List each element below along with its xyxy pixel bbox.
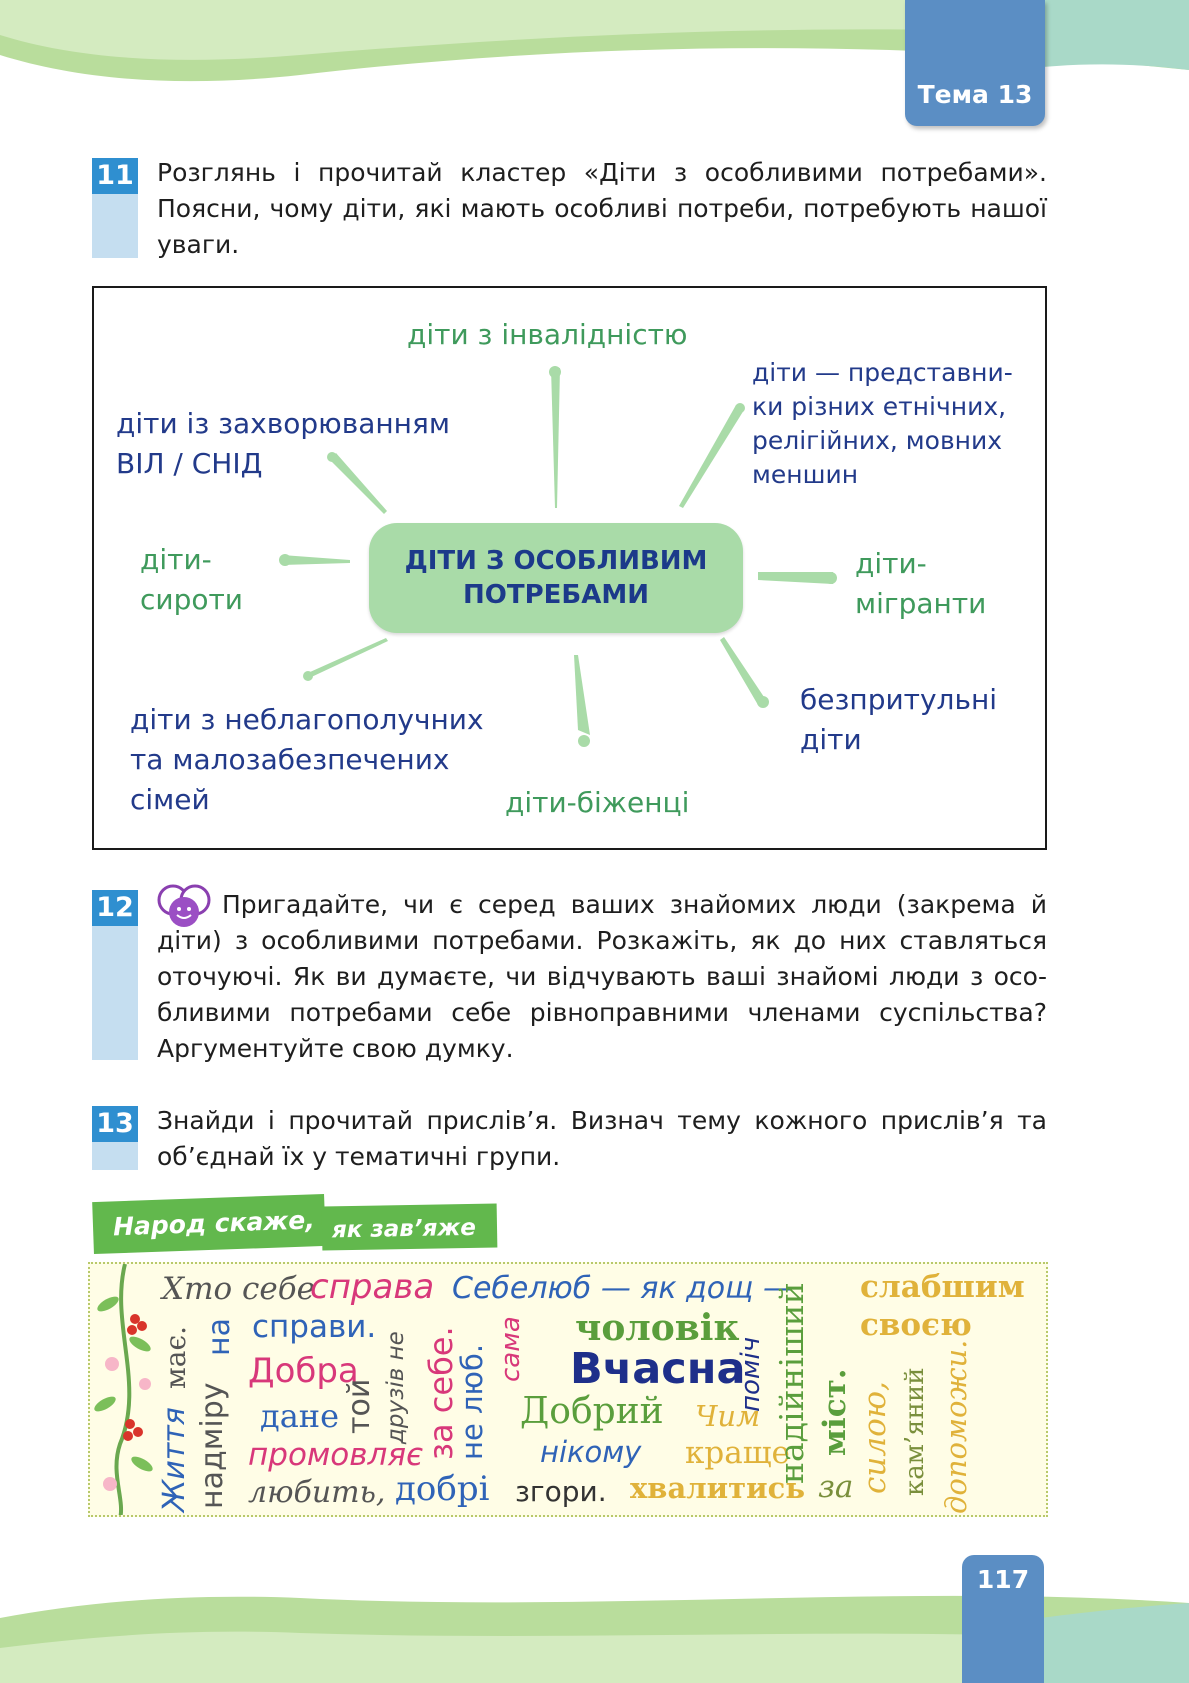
cluster-bottom-left-line: діти з неблагополучних — [130, 703, 484, 736]
proverb-word-cloud — [88, 1262, 1048, 1517]
cluster-top: діти з інвалідністю — [407, 318, 688, 351]
proverb-word: слабшим — [860, 1269, 1025, 1305]
proverb-word: за себе. — [422, 1326, 460, 1460]
cluster-bottom-left-line: та малозабезпечених — [130, 743, 450, 776]
proverb-word: своєю — [860, 1307, 972, 1343]
proverb-word: Добра — [248, 1351, 359, 1391]
rowan-branch-icon — [90, 1264, 160, 1517]
proverb-word: чоловік — [575, 1307, 740, 1349]
proverb-word: сама — [496, 1316, 526, 1382]
cluster-top-right-line: релігійних, мовних — [752, 426, 1003, 455]
proverb-word: дане — [260, 1397, 340, 1435]
cluster-center — [369, 523, 743, 633]
cluster-left-line: діти- — [140, 543, 212, 576]
proverb-word: промовляє — [248, 1437, 424, 1473]
cluster-bottom-right-line: діти — [800, 723, 862, 756]
proverb-word: краще — [685, 1435, 790, 1471]
proverb-word: згори. — [515, 1475, 607, 1508]
cluster-bottom-left-line: сімей — [130, 783, 210, 816]
proverb-word: кам’яний — [900, 1367, 930, 1496]
cluster-top-right — [752, 356, 1013, 492]
proverb-word: нікому — [540, 1435, 642, 1469]
task-13-text: Знайди і прочитай прислів’я. Визнач тему кожного прислів’я та об’єднай їх у тематичні групи. — [157, 1106, 1047, 1171]
cluster-top-left-line: діти із захворюванням — [116, 407, 450, 440]
task-12-number: 12 — [92, 890, 138, 926]
proverb-word: Вчасна — [570, 1344, 746, 1394]
proverb-word: на — [202, 1318, 237, 1356]
proverb-word: той — [342, 1378, 377, 1434]
proverb-word: Хто себе — [162, 1271, 315, 1307]
topic-label: Тема 13 — [917, 80, 1033, 109]
cluster-top-left — [116, 404, 450, 484]
task-13-number: 13 — [92, 1106, 138, 1142]
proverb-banner-part2: як зав’яже — [322, 1203, 498, 1250]
proverb-word: надійніший — [772, 1282, 811, 1484]
task-12-text: Пригадайте, чи є серед ваших знайомих люди (закрема й діти) з особливими потребами. Розкажіть, як до них ставляться оточуючі. Як ви думаєте, чи відчувають ваші знайомі люди з особливими потребами себе рівноправними членами суспільства? Аргументуйте свою думку. — [157, 890, 1047, 1063]
cluster-top-left-line: ВІЛ / СНІД — [116, 447, 263, 480]
task-11-number: 11 — [92, 158, 138, 194]
cluster-right — [855, 544, 986, 624]
cluster-right-line: мігранти — [855, 587, 987, 620]
proverb-word: за — [818, 1469, 854, 1505]
cluster-left-line: сироти — [140, 583, 244, 616]
cluster-bottom-right-line: безпритульні — [800, 683, 998, 716]
proverb-word: любить, — [248, 1475, 386, 1510]
proverb-word: хвалитись — [630, 1471, 806, 1505]
cluster-bottom-left — [130, 700, 484, 820]
page-number-tab — [962, 1555, 1044, 1683]
cluster-bottom-right — [800, 680, 997, 760]
cluster-center-label: ДІТИ З ОСОБЛИВИМ ПОТРЕБАМИ — [404, 546, 708, 610]
cluster-right-line: діти- — [855, 547, 927, 580]
proverb-word: надміру — [195, 1382, 230, 1509]
proverb-word: не люб. — [455, 1343, 489, 1460]
cluster-bottom: діти-біженці — [505, 786, 690, 819]
task-11-text: Розглянь і прочитай кластер «Діти з особливими потребами». Поясни, чому діти, які мають особливі потреби, потребують нашої уваги. — [157, 158, 1047, 259]
proverb-banner-part1: Народ скаже, — [92, 1194, 326, 1254]
cluster-left — [140, 540, 243, 620]
page-number: 117 — [976, 1565, 1030, 1594]
proverb-word: друзів не — [383, 1331, 409, 1444]
proverb-word: силою, — [857, 1381, 893, 1494]
proverb-word: Життя — [157, 1407, 192, 1512]
proverb-word: Чим — [695, 1399, 761, 1433]
proverb-word: міст. — [817, 1368, 853, 1456]
cluster-top-right-line: ки різних етнічних, — [752, 392, 1007, 421]
cluster-top-right-line: діти — представни- — [752, 358, 1013, 387]
proverb-word: має. — [159, 1325, 192, 1389]
proverb-word: справа — [310, 1267, 435, 1307]
proverb-word: поміч — [736, 1336, 766, 1412]
cluster-top-right-line: меншин — [752, 460, 859, 489]
proverb-word: Добрий — [520, 1391, 664, 1432]
proverb-word: Себелюб — як дощ — — [452, 1271, 793, 1306]
proverb-word: справи. — [252, 1309, 377, 1345]
proverb-word: допоможи. — [939, 1339, 973, 1514]
proverb-word: добрі — [395, 1469, 490, 1509]
